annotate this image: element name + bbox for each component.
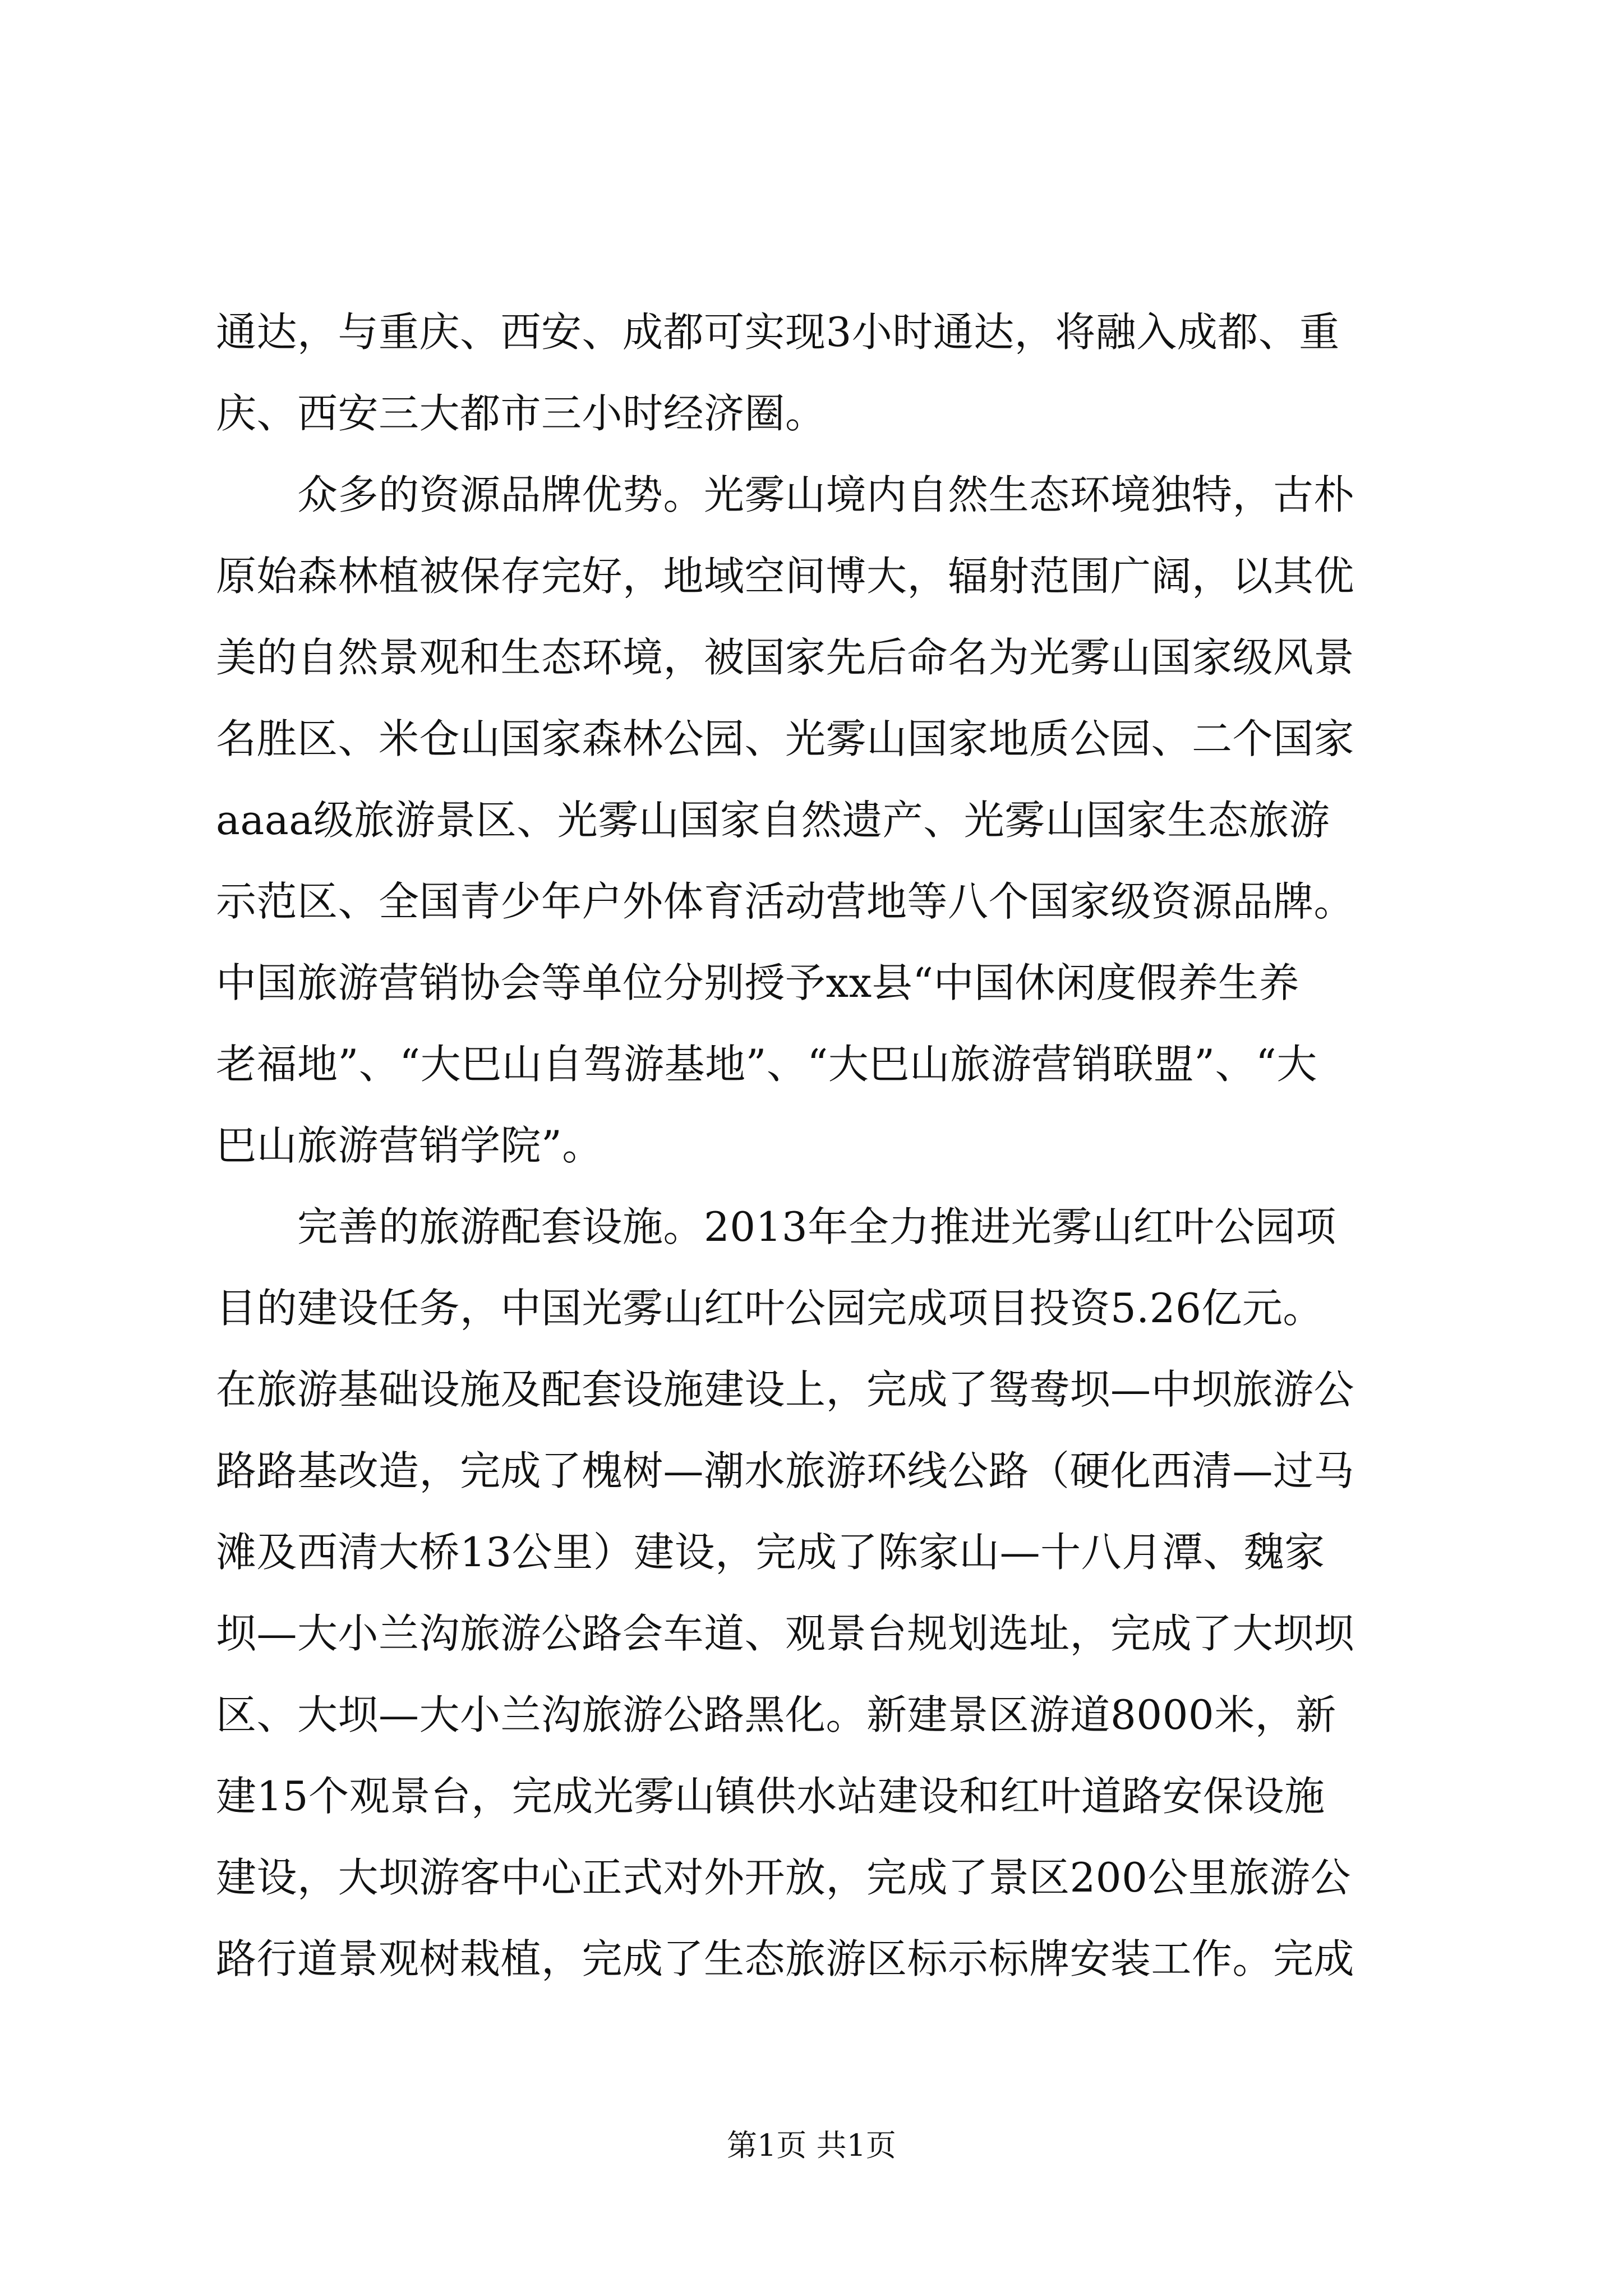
text-line: 坝—大小兰沟旅游公路会车道、观景台规划选址，完成了大坝坝 bbox=[216, 1610, 1355, 1657]
text-line: aaaa级旅游景区、光雾山国家自然遗产、光雾山国家生态旅游 bbox=[216, 797, 1330, 844]
text-line: 在旅游基础设施及配套设施建设上，完成了鸳鸯坝—中坝旅游公 bbox=[216, 1366, 1355, 1413]
text-line: 老福地”、“大巴山自驾游基地”、“大巴山旅游营销联盟”、“大 bbox=[216, 1041, 1317, 1088]
text-line: 众多的资源品牌优势。光雾山境内自然生态环境独特，古朴 bbox=[216, 471, 1355, 518]
text-line: 路行道景观树栽植，完成了生态旅游区标示标牌安装工作。完成 bbox=[216, 1935, 1355, 1982]
text-line: 区、大坝—大小兰沟旅游公路黑化。新建景区游道8000米，新 bbox=[216, 1691, 1336, 1738]
page-footer bbox=[0, 2126, 1623, 2165]
text-line: 建15个观景台，完成光雾山镇供水站建设和红叶道路安保设施 bbox=[216, 1773, 1325, 1820]
text-line: 滩及西清大桥13公里）建设，完成了陈家山—十八月潭、魏家 bbox=[216, 1529, 1325, 1576]
text-line: 中国旅游营销协会等单位分别授予xx县“中国休闲度假养生养 bbox=[216, 959, 1300, 1006]
text-line: 美的自然景观和生态环境，被国家先后命名为光雾山国家级风景 bbox=[216, 634, 1355, 681]
text-line: 示范区、全国青少年户外体育活动营地等八个国家级资源品牌。 bbox=[216, 878, 1355, 925]
body-text bbox=[216, 292, 1408, 2000]
text-line: 建设，大坝游客中心正式对外开放，完成了景区200公里旅游公 bbox=[216, 1854, 1351, 1901]
text-line: 路路基改造，完成了槐树—潮水旅游环线公路（硬化西清—过马 bbox=[216, 1447, 1355, 1494]
text-line: 通达，与重庆、西安、成都可实现3小时通达，将融入成都、重 bbox=[216, 309, 1340, 356]
page-number: 第1页 共1页 bbox=[727, 2128, 896, 2163]
text-line: 名胜区、米仓山国家森林公园、光雾山国家地质公园、二个国家 bbox=[216, 715, 1355, 762]
text-line: 完善的旅游配套设施。2013年全力推进光雾山红叶公园项 bbox=[216, 1203, 1336, 1250]
text-line: 巴山旅游营销学院”。 bbox=[216, 1122, 603, 1169]
text-line: 目的建设任务，中国光雾山红叶公园完成项目投资5.26亿元。 bbox=[216, 1285, 1324, 1332]
text-line: 原始森林植被保存完好，地域空间博大，辐射范围广阔，以其优 bbox=[216, 553, 1355, 600]
text-line: 庆、西安三大都市三小时经济圈。 bbox=[216, 390, 826, 437]
